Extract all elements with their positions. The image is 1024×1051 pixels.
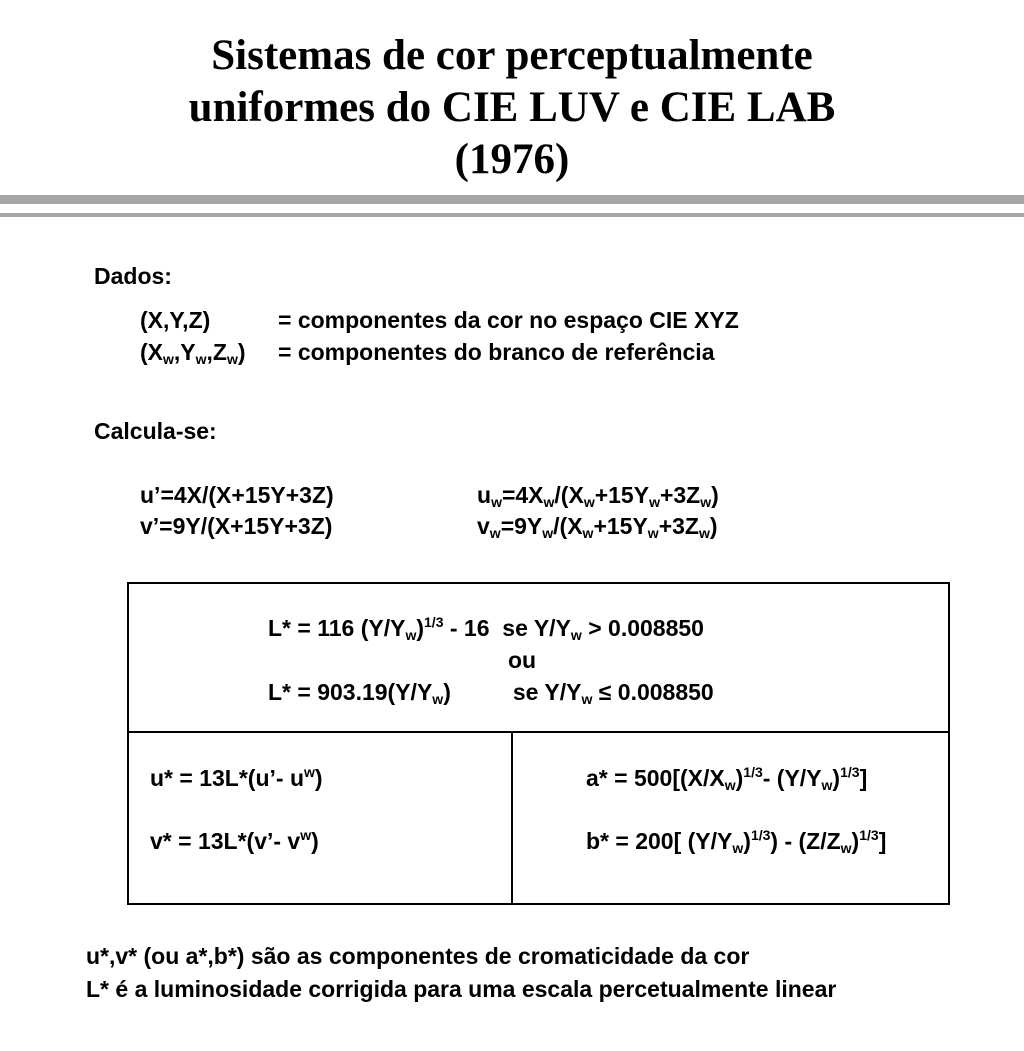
formula-b-star: b* = 200[ $(Y/Y_w)^{1/3}) - (Z/Z_w)^{1/3}$] [586,827,887,856]
given-xyz-label: (X,Y,Z) [140,307,211,333]
given-xyz-description: = componentes da cor no espaço CIE XYZ [278,307,739,333]
title-line-3: (1976) [454,136,570,183]
lightness-or: ou [507,647,537,673]
formula-u-star: u* = 13L*(u’- $u^w$) [150,764,323,791]
title-rule-thin [0,213,1024,217]
title-rule-thick [0,195,1024,204]
formula-v-white: $v_w=9Y_w/(X_w+15Y_w+3Z_w)$ [477,513,718,541]
lightness-formula-linear: $L* = 903.19(Y/Y_w)$ se $Y/Y_w \le 0.008850$ [268,679,714,707]
lightness-condition-gt: > 0.008850 [588,615,704,641]
formula-u-prime: u’=4X/(X+15Y+3Z) [140,482,334,508]
given-white-description: = componentes do branco de referência [278,339,715,365]
formula-a-star: $a* = 500[(X/X_w)^{1/3}-$ $(Y/Y_w)^{1/3}$] [586,764,868,793]
formula-v-prime: v’=9Y/(X+15Y+3Z) [140,513,333,539]
title-line-2: uniformes do CIE LUV e CIE LAB [188,84,836,131]
formula-box-divider-v [511,731,513,905]
footer-line-1: u*,v* (ou a*,b*) são as componentes de cromaticidade da cor [86,943,750,969]
lightness-formula-cube-root: L* = 116 $(Y/Y_w)^{1/3} - 16$ se $Y/Y_w > 0.008850$ [268,614,704,643]
given-white-label: $(X_w,Y_w,Z_w)$ [140,339,246,367]
slide-title [0,30,1024,186]
title-line-1: Sistemas de cor perceptualmente [211,32,813,79]
given-heading: Dados: [94,263,172,289]
footer-line-2: L* é a luminosidade corrigida para uma escala percetualmente linear [86,976,837,1002]
compute-heading: Calcula-se: [94,418,217,444]
formula-v-star: v* = 13L*(v’- $v^w$) [150,827,319,854]
formula-box-divider-h [127,731,950,733]
formula-u-white: $u_w=4X_w/(X_w+15Y_w+3Z_w)$ [477,482,719,510]
lightness-condition-le: ≤ 0.008850 [598,679,714,705]
